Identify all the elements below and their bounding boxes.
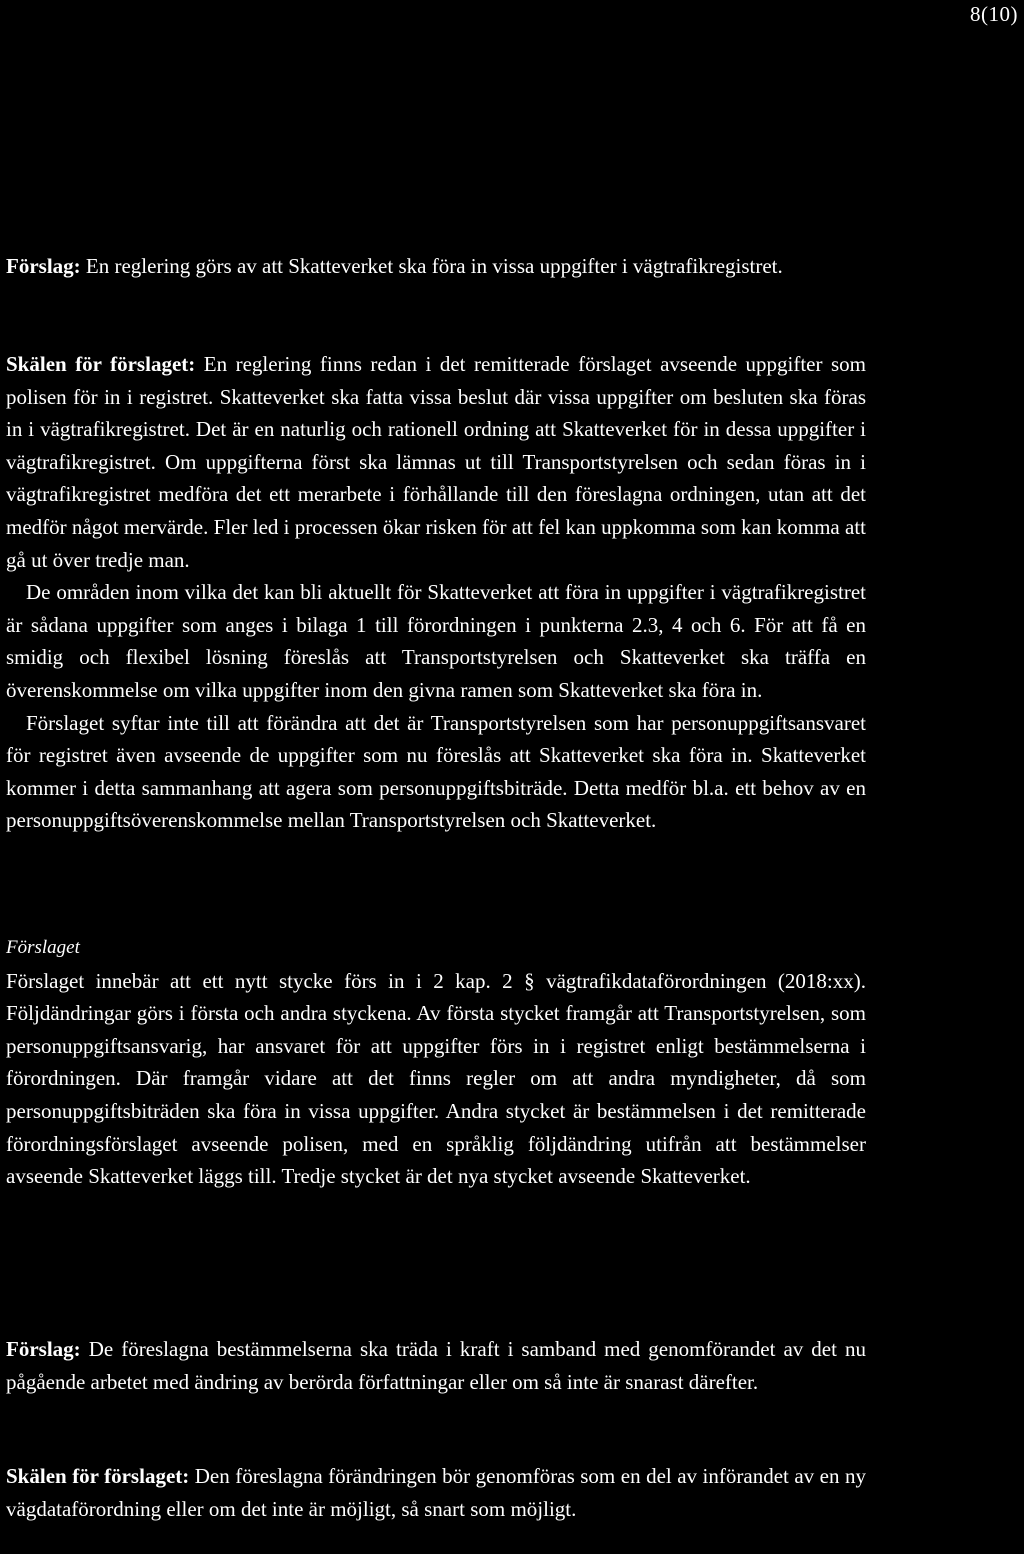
reasons-section-1 — [6, 348, 866, 837]
reasons-section-2 — [6, 1460, 866, 1525]
proposal-label: Förslag: — [6, 254, 81, 278]
proposal-paragraph-1 — [6, 250, 866, 283]
reasons-paragraph-1 — [6, 348, 866, 576]
reasons-label-2: Skälen för förslaget: — [6, 1464, 190, 1488]
page-number: 8(10) — [970, 2, 1018, 26]
proposal-box-1 — [6, 250, 866, 283]
proposal-text: En reglering görs av att Skatteverket ska föra in vissa uppgifter i vägtrafikregistret. — [85, 254, 783, 278]
proposal-label-2: Förslag: — [6, 1337, 81, 1361]
reasons-text-1: En reglering finns redan i det remitterade förslaget avseende uppgifter som polisen för in i registret. Skatteverket ska fatta vissa beslut där vissa uppgifter om besluten ska föras in i vägtrafikregistret. Det är en naturlig och rationell ordning att Skatteverket för in dessa uppgifter i vägtrafikregistret. Om uppgifterna först ska lämnas ut till Transportstyrelsen och sedan föras in i vägtrafikregistret medföra det ett merarbete i förhållande till den föreslagna ordningen, utan att det medför något mervärde. Fler led i processen ökar risken för att fel kan uppkomma som kan komma att gå ut över tredje man. — [6, 352, 867, 572]
reasons-text-final: Den föreslagna förändringen bör genomföras som en del av införandet av en ny vägdataförordning eller om det inte är möjligt, så snart som möjligt. — [6, 1464, 866, 1521]
reasons-paragraph-final — [6, 1460, 866, 1525]
proposal-text-2: De föreslagna bestämmelserna ska träda i kraft i samband med genomförandet av det nu pågående arbetet med ändring av berörda författningar eller om så inte är snarast därefter. — [6, 1337, 866, 1394]
reasons-paragraph-3: Förslaget syftar inte till att förändra att det är Transportstyrelsen som har personuppgiftsansvaret för registret även avseende de uppgifter som nu föreslås att Skatteverket ska föra in. Skatteverket kommer i detta sammanhang att agera som personuppgiftsbiträde. Detta medför bl.a. ett behov av en personuppgiftsöverenskommelse mellan Transportstyrelsen och Skatteverket. — [6, 710, 866, 833]
forslaget-paragraph: Förslaget innebär att ett nytt stycke förs in i 2 kap. 2 § vägtrafikdataförordningen (2018:xx). Följdändringar görs i första och andra styckena. Av första stycket framgår att Transportstyrelsen, som personuppgiftsansvarig, har ansvaret för att uppgifter förs in i registret enligt bestämmelserna i förordningen. Där framgår vidare att det finns regler om att andra myndigheter, då som personuppgiftsbiträden ska föra in vissa uppgifter. Andra stycket är bestämmelsen i det remitterade förordningsförslaget avseende polisen, med en språklig följdändring utifrån att bestämmelser avseende Skatteverket läggs till. Tredje stycket är det nya stycket avseende Skatteverket. — [6, 968, 866, 1189]
forslaget-heading: Förslaget — [6, 937, 80, 958]
proposal-box-2 — [6, 1333, 866, 1398]
forslaget-section — [6, 932, 866, 1193]
reasons-paragraph-2: De områden inom vilka det kan bli aktuellt för Skatteverket att föra in uppgifter i vägtrafikregistret är sådana uppgifter som anges i bilaga 1 till förordningen i punkterna 2.3, 4 och 6. För att få en smidig och flexibel lösning föreslås att Transportstyrelsen och Skatteverket ska träffa en överenskommelse om vilka uppgifter inom den givna ramen som Skatteverket ska föra in. — [6, 580, 866, 702]
proposal-paragraph-2 — [6, 1333, 866, 1398]
reasons-label: Skälen för förslaget: — [6, 352, 196, 376]
